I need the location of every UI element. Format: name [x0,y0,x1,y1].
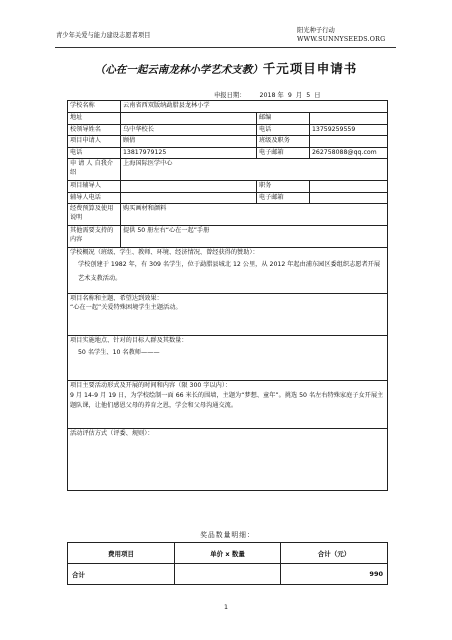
school-overview-cell[interactable] [68,248,388,294]
leader-phone-label: 电话 [257,124,310,136]
header-org-name: 阳光种子行动 [297,27,335,34]
date-month: 9 [287,92,292,99]
row-budget [68,204,388,226]
address-label: 地址 [68,113,121,125]
date-year-unit: 年 [277,92,284,99]
cost-total-empty[interactable] [175,564,281,585]
applicant-value[interactable]: 顾倩 [121,136,257,148]
budget-value[interactable]: 购买画材和颜料 [121,204,388,226]
header-project-name: 青少年关爱与能力建设志愿者项目 [56,32,151,39]
date-day: 5 [306,92,311,99]
application-date [214,90,321,99]
leader-phone-value[interactable]: 13759259559 [310,124,388,136]
project-name-label: 项目名称和主题、希望达到效果： [70,295,163,302]
cost-total-label: 合计 [68,564,175,585]
applicant-phone-value[interactable]: 13817979125 [121,147,257,159]
assistant-email-label: 电子邮箱 [257,192,310,204]
assistant-phone-label: 辅导人电话 [68,192,121,204]
budget-label: 经费预算及使用说明 [68,204,121,226]
applicant-intro-value[interactable]: 上海国际医学中心 [121,159,388,181]
page-number: 1 [224,604,229,611]
row-applicant [68,136,388,148]
applicant-intro-label: 申 请 人 自我介绍 [68,159,121,181]
assistant-value[interactable] [121,181,257,193]
date-year: 2018 [259,92,276,99]
date-label: 申报日期： [214,92,246,99]
cost-total-row [68,564,388,585]
school-overview-text: 学校创建于 1982 年，有 309 名学生，位于勐腊县城北 12 公里，从 2012 年起由浦东园区委组织志愿者开展艺术支教活动。 [78,260,381,282]
other-support-value[interactable]: 提供 50 册左右“心在一起”手册 [121,226,388,248]
project-name-cell[interactable] [68,294,388,336]
row-school-overview [68,248,388,294]
school-name-value[interactable]: 云南省西双版纳勐腊县龙林小学 [121,101,388,113]
applicant-phone-label: 电话 [68,147,121,159]
location-cell[interactable] [68,336,388,381]
cost-caption-row [68,526,388,543]
cost-header-row [68,543,388,564]
project-name-text: “心在一起”关爱特殊困境学生主题活动。 [70,303,182,311]
applicant-email-value[interactable]: 262758088@qq.com [310,147,388,159]
document-title [66,58,386,77]
evaluation-label: 活动评估方式（评委、规则）： [70,430,154,437]
prize-cost-table [67,526,388,585]
location-text: 50 名学生、10 名教师——— [78,348,160,356]
applicant-email-label: 电子邮箱 [257,147,310,159]
row-school-name [68,101,388,113]
main-content-label: 项目主要活动形式及开展的时间和内容（限 300 字以内）： [70,382,232,389]
header-org-block [297,26,385,44]
row-location [68,336,388,381]
leader-value[interactable]: 乌中华校长 [121,124,257,136]
main-content-cell[interactable] [68,381,388,429]
evaluation-cell[interactable] [68,429,388,491]
row-project-name [68,294,388,336]
school-overview-label: 学校概况（班级、学生、教师、环境、经济情况、曾经获得的赞助）： [70,249,259,256]
row-main-content [68,381,388,429]
school-name-label: 学校名称 [68,101,121,113]
date-month-unit: 月 [295,92,303,99]
applicant-label: 项目申请人 [68,136,121,148]
assistant-phone-value[interactable] [121,192,257,204]
other-support-label: 其他需要支持的内容 [68,226,121,248]
cost-caption: 奖品数量明细： [200,531,255,539]
leader-label: 校领导姓名 [68,124,121,136]
location-label: 项目实施地点、针对的目标人群及其数量： [70,337,188,344]
header-website[interactable]: WWW.SUNNYSEEDS.ORG [297,36,386,43]
row-applicant-contact [68,147,388,159]
assistant-email-value[interactable] [310,192,388,204]
row-assistant-contact [68,192,388,204]
cost-col-item: 费用项目 [68,543,175,564]
postcode-label: 邮编 [257,113,310,125]
row-evaluation [68,429,388,491]
title-main: 千元项目申请书 [262,61,358,76]
cost-col-total: 合计（元） [281,543,388,564]
cost-total-value[interactable]: 990 [281,564,388,585]
row-applicant-intro [68,159,388,181]
assistant-position-label: 职务 [257,181,310,193]
assistant-position-value[interactable] [310,181,388,193]
row-assistant [68,181,388,193]
assistant-label: 项目辅导人 [68,181,121,193]
main-content-text: 9 月 14-9 月 19 日，为学校绘制一面 66 米长的围墙，主题为“梦想、童年”。挑选 50 名左右特殊家庭子女开展主题队课，让他们感恩父母的养育之恩，学会和父母沟通交流。 [70,391,384,409]
row-leader [68,124,388,136]
header-divider [55,47,396,48]
row-other-support [68,226,388,248]
class-position-label: 班级及职务 [257,136,310,148]
class-position-value[interactable] [310,136,388,148]
application-form-table [67,100,388,491]
title-subtitle: （心在一起云南龙林小学艺术支教） [94,64,263,76]
postcode-value[interactable] [310,113,388,125]
date-day-unit: 日 [314,92,321,99]
cost-col-price-qty: 单价 x 数量 [175,543,281,564]
row-address [68,113,388,125]
address-value[interactable] [121,113,257,125]
